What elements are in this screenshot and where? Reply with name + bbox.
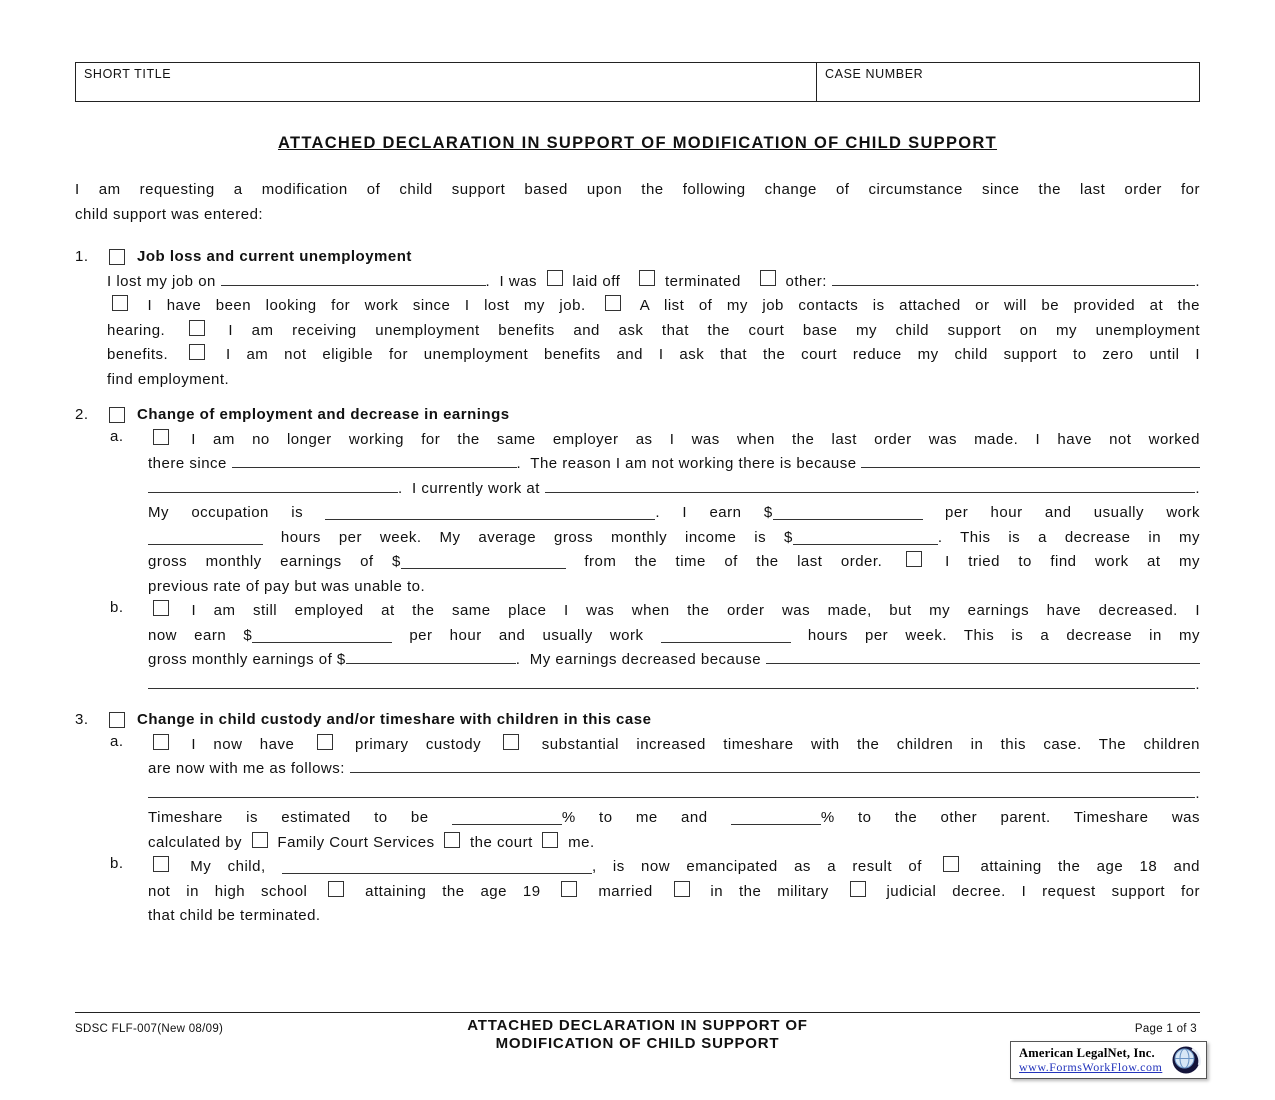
text-run: I am no longer working for the same employer as I was when the last order was made. I have not worked	[174, 430, 1200, 448]
checkbox[interactable]	[189, 320, 205, 336]
text-run: . I earn $	[655, 504, 773, 521]
text-run: from the time of the last order.	[565, 553, 901, 570]
form-line	[148, 733, 1200, 758]
text-run: are now with me as follows:	[148, 760, 350, 777]
checkbox[interactable]	[153, 856, 169, 872]
form-line	[107, 368, 1200, 393]
footer-divider	[75, 1012, 1200, 1013]
blank-field[interactable]	[148, 530, 263, 545]
text-run: per hour and usually work	[392, 626, 661, 644]
form-line	[107, 270, 1200, 295]
text-run: the court	[465, 833, 538, 851]
case-header-box	[75, 62, 1200, 102]
subitem-letter: b.	[110, 599, 124, 616]
text-run: terminated	[660, 272, 755, 290]
text-run: attaining the age 18 and	[964, 858, 1201, 875]
blank-field[interactable]	[731, 810, 821, 825]
legalnet-logo-text	[1019, 1046, 1170, 1074]
text-run: . The reason I am not working there is because	[516, 455, 862, 472]
text-run: I am still employed at the same place I was when the order was made, but my earnings have decreased. I	[174, 602, 1200, 619]
subitem-letter: b.	[110, 855, 124, 872]
blank-field[interactable]	[832, 271, 1196, 286]
text-run: primary custody	[337, 735, 499, 753]
subitem-body	[148, 855, 1200, 929]
blank-field[interactable]	[282, 859, 592, 874]
blank-field[interactable]	[401, 554, 566, 569]
text-run: hearing.	[107, 321, 184, 339]
form-line	[148, 599, 1200, 624]
checkbox[interactable]	[943, 856, 959, 872]
subitem-body	[148, 733, 1200, 856]
text-run: hours per week. My average gross monthly income is $	[263, 528, 793, 546]
text-run: now earn $	[148, 626, 253, 644]
subitem-a	[107, 428, 1200, 600]
text-run: gross monthly earnings of $	[148, 553, 401, 570]
checkbox[interactable]	[109, 407, 125, 423]
text-run: attaining the age 19	[349, 882, 557, 900]
form-line	[148, 501, 1200, 526]
text-run: I have been looking for work since I lost my job.	[133, 297, 601, 314]
short-title-field[interactable]	[76, 63, 816, 101]
text-run: laid off	[567, 272, 635, 290]
section-3	[75, 708, 1200, 929]
blank-field[interactable]	[325, 505, 655, 520]
text-run: substantial increased timeshare with the children in this case. The children	[524, 735, 1201, 753]
blank-field[interactable]	[793, 530, 938, 545]
text-run: me.	[563, 833, 595, 851]
logo-company-name: American LegalNet, Inc.	[1019, 1046, 1155, 1060]
section-body	[107, 270, 1200, 393]
blank-field[interactable]	[232, 453, 517, 468]
blank-field[interactable]	[148, 478, 398, 493]
checkbox[interactable]	[109, 712, 125, 728]
form-body	[75, 245, 1200, 929]
form-line	[75, 203, 1200, 228]
subitem-letter: a.	[110, 732, 124, 750]
text-run: that child be terminated.	[148, 907, 321, 924]
checkbox[interactable]	[639, 270, 655, 286]
text-run: My occupation is	[148, 504, 326, 521]
checkbox[interactable]	[674, 881, 690, 897]
form-line	[148, 624, 1200, 649]
text-run: I lost my job on	[107, 272, 221, 290]
blank-field[interactable]	[221, 271, 486, 286]
text-run: A list of my job contacts is attached or will be provided at the	[626, 297, 1200, 314]
blank-field[interactable]	[773, 505, 923, 520]
text-run: benefits.	[107, 346, 185, 363]
form-line	[107, 343, 1200, 368]
checkbox[interactable]	[760, 270, 776, 286]
text-run: . I was	[485, 272, 542, 290]
form-line	[148, 477, 1200, 502]
text-run: .	[1195, 784, 1200, 802]
text-run: judicial decree. I request support for	[870, 882, 1200, 900]
footer-title	[467, 1017, 808, 1052]
intro-paragraph	[75, 178, 1200, 227]
section-heading-text: Job loss and current unemployment	[137, 248, 412, 265]
form-line	[148, 904, 1200, 929]
logo-url-link[interactable]: www.FormsWorkFlow.com	[1019, 1060, 1163, 1074]
checkbox[interactable]	[153, 429, 169, 445]
subitem-a	[107, 733, 1200, 856]
text-run: other:	[780, 272, 832, 290]
text-run: I now have	[174, 735, 312, 753]
form-line	[148, 452, 1200, 477]
section-number: 2.	[75, 406, 89, 423]
blank-field[interactable]	[766, 649, 1200, 664]
globe-icon	[1170, 1044, 1202, 1076]
form-line	[148, 575, 1200, 600]
checkbox[interactable]	[561, 881, 577, 897]
blank-field[interactable]	[350, 758, 1200, 773]
text-run: Family Court Services	[272, 833, 440, 851]
checkbox[interactable]	[112, 295, 128, 311]
text-run: child support was entered:	[75, 205, 264, 223]
blank-field[interactable]	[346, 649, 516, 664]
checkbox[interactable]	[189, 344, 205, 360]
form-line	[107, 294, 1200, 319]
form-line	[107, 319, 1200, 344]
section-number: 3.	[75, 711, 89, 728]
checkbox[interactable]	[153, 600, 169, 616]
text-run: previous rate of pay but was unable to.	[148, 577, 426, 595]
text-run: in the military	[694, 882, 845, 900]
form-line	[148, 782, 1200, 807]
page-indicator: Page 1 of 3	[1134, 1023, 1197, 1035]
section-heading-text: Change in child custody and/or timeshare with children in this case	[137, 711, 652, 728]
form-line	[75, 178, 1200, 203]
checkbox[interactable]	[503, 734, 519, 750]
form-line	[148, 526, 1200, 551]
subitem-b	[107, 599, 1200, 697]
text-run: . My earnings decreased because	[515, 651, 766, 668]
text-run: .	[1195, 479, 1200, 497]
form-line	[148, 757, 1200, 782]
blank-field[interactable]	[545, 478, 1196, 493]
text-run: there since	[148, 455, 232, 472]
case-number-label: CASE NUMBER	[825, 67, 924, 81]
checkbox[interactable]	[850, 881, 866, 897]
checkbox[interactable]	[547, 270, 563, 286]
section-2	[75, 403, 1200, 697]
checkbox[interactable]	[906, 551, 922, 567]
checkbox[interactable]	[605, 295, 621, 311]
checkbox[interactable]	[328, 881, 344, 897]
subitem-body	[148, 428, 1200, 600]
text-run: not in high school	[148, 882, 324, 900]
form-line	[148, 428, 1200, 453]
text-run: . I currently work at	[398, 479, 545, 497]
form-line	[148, 673, 1200, 698]
footer-title-line1: ATTACHED DECLARATION IN SUPPORT OF	[467, 1017, 808, 1034]
text-run: I am not eligible for unemployment benefits and I ask that the court reduce my child support to zero until I	[210, 346, 1201, 363]
form-line	[148, 855, 1200, 880]
subitem-b	[107, 855, 1200, 929]
short-title-label: SHORT TITLE	[84, 67, 172, 81]
form-number: SDSC FLF-007(New 08/09)	[75, 1023, 224, 1035]
subitem-body	[148, 599, 1200, 697]
text-run: % to me and	[561, 809, 731, 826]
checkbox[interactable]	[542, 832, 558, 848]
form-title: ATTACHED DECLARATION IN SUPPORT OF MODIFICATION OF CHILD SUPPORT	[277, 134, 998, 152]
checkbox[interactable]	[444, 832, 460, 848]
text-run: I tried to find work at my	[926, 553, 1201, 570]
form-line	[148, 880, 1200, 905]
checkbox[interactable]	[109, 249, 125, 265]
text-run: , is now emancipated as a result of	[591, 858, 939, 875]
text-run: gross monthly earnings of $	[148, 651, 346, 668]
form-line	[148, 831, 1200, 856]
text-run: hours per week. This is a decrease in my	[790, 626, 1201, 644]
blank-field[interactable]	[252, 628, 392, 643]
section-heading	[75, 708, 1200, 733]
text-run: married	[582, 882, 669, 900]
legalnet-logo-box	[1010, 1041, 1207, 1079]
text-run: I am receiving unemployment benefits and ask that the court base my child support on my unemployment	[209, 321, 1200, 339]
subitem-letter: a.	[110, 427, 124, 445]
blank-field[interactable]	[452, 810, 562, 825]
text-run: per hour and usually work	[922, 504, 1200, 521]
section-heading	[75, 245, 1200, 270]
text-run: Timeshare is estimated to be	[148, 809, 452, 826]
form-line	[148, 806, 1200, 831]
text-run: I am requesting a modification of child support based upon the following change of circumstance since the last order for	[75, 181, 1200, 198]
text-run: .	[1195, 675, 1200, 693]
checkbox[interactable]	[153, 734, 169, 750]
section-heading-text: Change of employment and decrease in earnings	[137, 406, 510, 423]
text-run: My child,	[174, 858, 282, 875]
section-number: 1.	[75, 248, 89, 265]
form-line	[148, 648, 1200, 673]
blank-field[interactable]	[861, 453, 1200, 468]
section-heading	[75, 403, 1200, 428]
text-run: find employment.	[107, 370, 230, 388]
blank-field[interactable]	[148, 674, 1195, 689]
footer-title-line2: MODIFICATION OF CHILD SUPPORT	[495, 1034, 780, 1052]
checkbox[interactable]	[317, 734, 333, 750]
form-line	[148, 550, 1200, 575]
checkbox[interactable]	[252, 832, 268, 848]
case-number-field[interactable]	[816, 63, 1199, 101]
blank-field[interactable]	[661, 628, 791, 643]
blank-field[interactable]	[148, 783, 1195, 798]
text-run: .	[1195, 272, 1200, 290]
text-run: . This is a decrease in my	[937, 528, 1200, 546]
text-run: calculated by	[148, 833, 247, 851]
section-1	[75, 245, 1200, 392]
text-run: % to the other parent. Timeshare was	[820, 809, 1200, 826]
